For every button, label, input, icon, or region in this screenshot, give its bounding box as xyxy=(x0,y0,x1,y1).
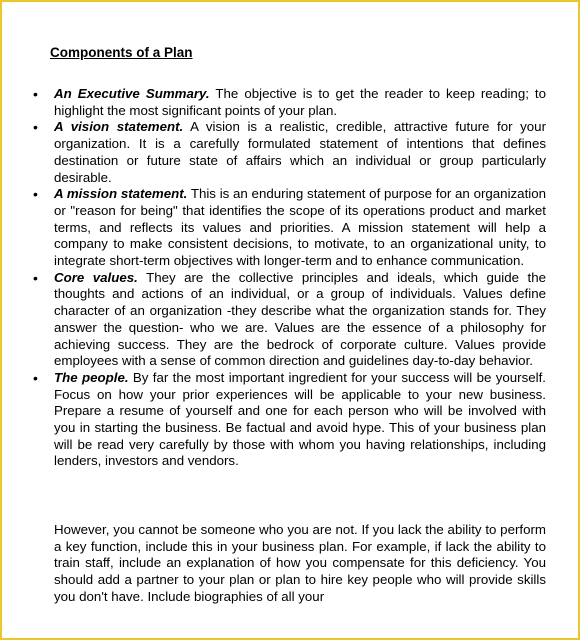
list-item-mission-statement xyxy=(2,186,580,270)
bullet-icon: • xyxy=(33,119,38,136)
item-term: An Executive Summary. xyxy=(54,86,210,101)
item-term: A vision statement. xyxy=(54,119,184,135)
list-item-core-values xyxy=(2,270,580,370)
bullet-icon: • xyxy=(33,86,38,102)
list-item-vision-statement xyxy=(2,119,580,186)
closing-paragraph: However, you cannot be someone who you are not. If you lack the ability to perform a key function, include this in your business plan. For example, if lack the ability to train staff, include an explanation of how you compensate for this deficiency. You should add a partner to your plan or plan to hire key people who will provide skills you don't have. Include biographies of all your xyxy=(54,522,546,604)
bullet-icon: • xyxy=(33,269,38,286)
list-item-executive-summary xyxy=(2,86,580,119)
section-heading: Components of a Plan xyxy=(50,45,193,60)
item-text: By far the most important ingredient for your success will be yourself. Focus on how your prior experiences will be applicable to your new business. Prepare a resume of yourself and one for each person who will be involved with you in starting the business. Be factual and avoid hype. This of your business plan will be read very carefully by those with whom you having relationships, including lenders, investors and vendors. xyxy=(54,369,546,469)
item-text: The objective is to get the reader to keep reading; to highlight the most significant points of your plan. xyxy=(54,86,547,118)
list-item-the-people xyxy=(2,370,580,470)
components-list xyxy=(2,86,580,470)
item-term: Core values. xyxy=(54,269,138,285)
item-term: The people. xyxy=(54,369,129,385)
item-term: A mission statement. xyxy=(54,186,188,202)
item-text: A vision is a realistic, credible, attractive future for your organization. It is a carefully formulated statement of intentions that defines destination or future state of affairs which an individual or group particularly desirable. xyxy=(54,119,546,185)
bullet-icon: • xyxy=(33,186,38,203)
item-text: This is an enduring statement of purpose for an organization or "reason for being" that identifies the scope of its operations product and market terms, and reflects its values and priorities. A mission statement will help a company to make consistent decisions, to motivate, to an organizational unity, to integrate short-term objectives with longer-term and to enhance communication. xyxy=(54,186,547,269)
bullet-icon: • xyxy=(33,369,38,386)
item-text: They are the collective principles and ideals, which guide the thoughts and actions of an individual, or a group of individuals. Values define character of an organization -they describe what the organization stands for. They answer the question- who we are. Values are the essence of a philosophy for achieving success. They are the bedrock of corporate culture. Values provide employees with a sense of common direction and guidelines day-to-day behavior. xyxy=(54,269,546,369)
